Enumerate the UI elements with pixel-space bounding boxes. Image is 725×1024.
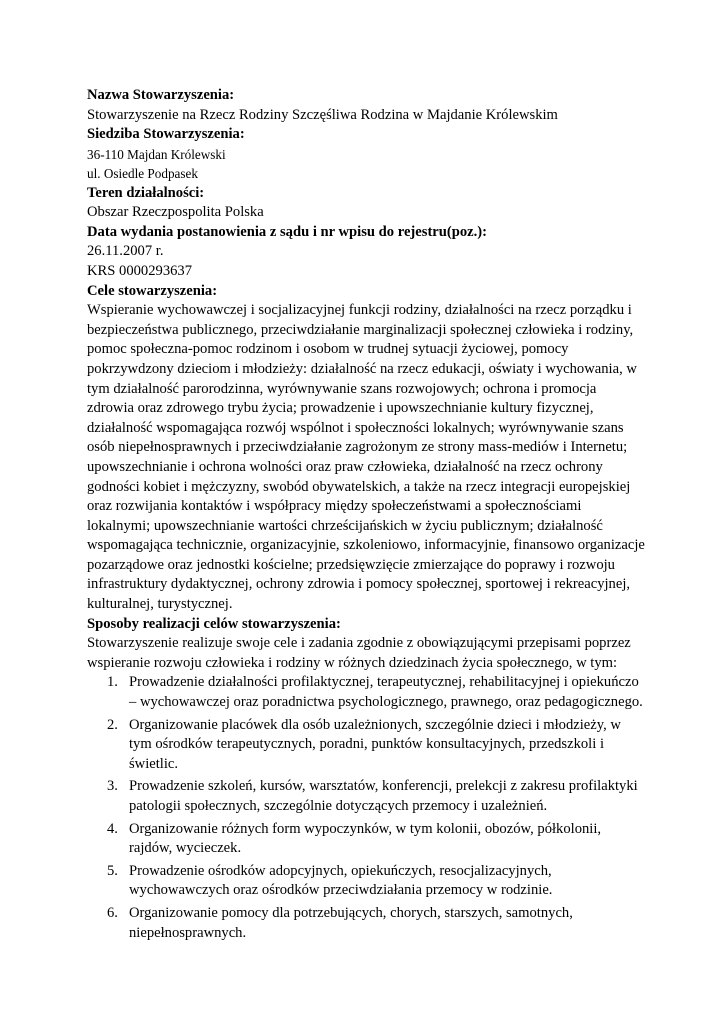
document-page (87, 86, 647, 946)
methods-list (87, 673, 647, 943)
list-item-text: Prowadzenie szkoleń, kursów, warsztatów, konferencji, prelekcji z zakresu profilaktyki patologii społecznych, szczególnie dotyczących przemocy i uzależnień. (129, 778, 638, 814)
address-street: ul. Osiedle Podpasek (87, 166, 198, 182)
list-item-number: 5. (107, 862, 118, 879)
registration-date: 26.11.2007 r. (87, 243, 164, 260)
list-item (87, 777, 647, 816)
section-heading-name: Nazwa Stowarzyszenia: (87, 87, 235, 103)
list-item (87, 820, 647, 859)
list-item-number: 2. (107, 716, 118, 733)
list-item-number: 6. (107, 904, 118, 921)
list-item (87, 862, 647, 901)
methods-intro: Stowarzyszenie realizuje swoje cele i zadania zgodnie z obowiązującymi przepisami poprzez wspieranie rozwoju człowieka i rodziny w różnych dziedzinach życia społecznego, w tym: (87, 635, 631, 671)
krs-number: KRS 0000293637 (87, 262, 193, 279)
area-value: Obszar Rzeczpospolita Polska (87, 204, 264, 221)
list-item-text: Prowadzenie działalności profilaktycznej, terapeutycznej, rehabilitacyjnej i opiekuńczo – wychowawczej oraz poradnictwa psychologicznego, prawnego, oraz pedagogicznego. (129, 674, 643, 711)
section-heading-methods: Sposoby realizacji celów stowarzyszenia: (87, 615, 341, 632)
list-item-number: 1. (107, 674, 118, 691)
list-item (87, 904, 647, 943)
association-name: Stowarzyszenie na Rzecz Rodziny Szczęśliwa Rodzina w Majdanie Królewskim (87, 106, 558, 123)
section-heading-goals: Cele stowarzyszenia: (87, 282, 218, 299)
list-item (87, 673, 647, 712)
address-postal: 36-110 Majdan Królewski (87, 146, 226, 162)
list-item-text: Organizowanie placówek dla osób uzależnionych, szczególnie dzieci i młodzieży, w tym ośrodków terapeutycznych, poradni, punktów konsultacyjnych, przedszkoli i świetlic. (129, 716, 621, 772)
list-item-text: Prowadzenie ośrodków adopcyjnych, opiekuńczych, resocjalizacyjnych, wychowawczych oraz ośrodków przeciwdziałania przemocy w rodzinie. (129, 862, 553, 899)
list-item-number: 4. (107, 820, 118, 837)
section-heading-area: Teren działalności: (87, 184, 205, 201)
list-item (87, 716, 647, 775)
goals-text: Wspieranie wychowawczej i socjalizacyjnej funkcji rodziny, działalności na rzecz porządku i bezpieczeństwa publicznego, przeciwdziałanie marginalizacji społecznej człowieka i rodziny, pomoc społeczna-pomoc rodzinom i osobom w trudnej sytuacji życiowej, pomocy pokrzywdzony dzieciom i młodzieży: działalność na rzecz edukacji, oświaty i wychowania, w tym działalność parorodzinna, wyrównywanie szans rozwojowych; ochrona i promocja zdrowia oraz zdrowego trybu życia; prowadzenie i upowszechnianie kultury fizycznej, działalność wspomagająca rozwój wspólnot i społeczności lokalnych; wyrównywanie szans osób niepełnosprawnych i przeciwdziałanie zagrożonym ze strony mass-mediów i Internetu; upowszechnianie i ochrona wolności oraz praw człowieka, działalność na rzecz ochrony godności kobiet i mężczyzny, swobód obywatelskich, a także na rzecz integracji europejskiej oraz rozwijania kontaktów i współpracy między społeczeństwami a społecznościami lokalnymi; upowszechnianie wartości chrześcijańskich w życiu publicznym; działalność wspomagająca technicznie, organizacyjnie, szkoleniowo, informacyjnie, finansowo organizacje pozarządowe oraz jednostki kościelne; przedsięwzięcie zmierzające do poprawy i rozwoju infrastruktury dydaktycznej, ochrony zdrowia i pomocy społecznej, sportowej i rekreacyjnej, kulturalnej, turystycznej. (87, 302, 645, 613)
list-item-text: Organizowanie różnych form wypoczynków, w tym kolonii, obozów, półkolonii, rajdów, wycieczek. (129, 820, 602, 857)
list-item-number: 3. (107, 778, 118, 795)
section-heading-seat: Siedziba Stowarzyszenia: (87, 126, 245, 143)
list-item-text: Organizowanie pomocy dla potrzebujących, chorych, starszych, samotnych, niepełnosprawnych. (129, 904, 573, 941)
section-heading-registration: Data wydania postanowienia z sądu i nr wpisu do rejestru(poz.): (87, 223, 488, 240)
